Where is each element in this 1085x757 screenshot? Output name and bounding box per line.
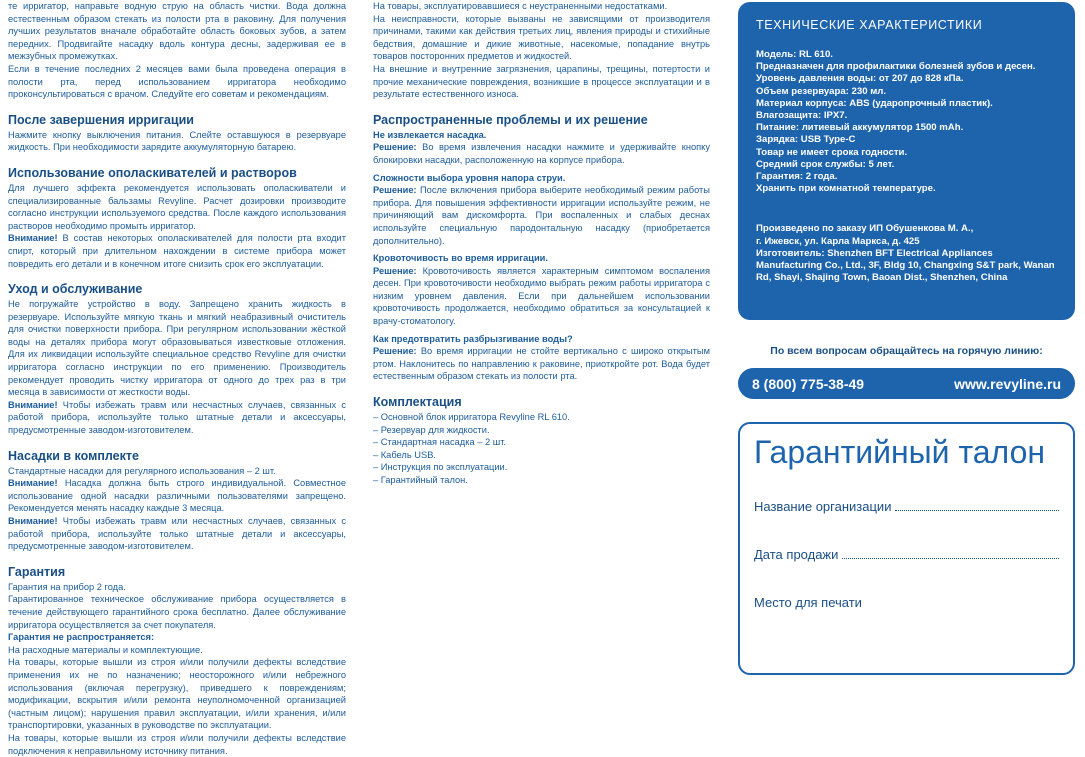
guarantee-continued: [373, 0, 710, 101]
maker-line: Произведено по заказу ИП Обушенкова М. А.,: [756, 223, 974, 235]
care-text: Не погружайте устройство в воду. Запрещено хранить жидкость в резервуаре. Используйте мягкую ткань и мягкий неабразивный очиститель для очистки поверхности прибора. При регулярном использовании жёсткой воды на деталях прибора могут образовываться известковые отложения. Для их ликвидации используйте специальное средство Revyline для очистки ирригатора согласно инструкции по его применению. Производитель рекомендует проводить чистку ирригатора от одного до трех раз в три месяца в зависимости от жесткости воды.: [8, 299, 346, 398]
problem-solution: Решение: Во время извлечения насадки нажмите и удерживайте кнопку блокировки насадки, расположенную на корпусе прибора.: [373, 142, 710, 165]
after-irrigation-text: Нажмите кнопку выключения питания. Слейте оставшуюся в резервуаре жидкость. При необходимости зарядите аккумуляторную батарею.: [8, 129, 346, 153]
maker-line: г. Ижевск, ул. Карла Маркса, д. 425: [756, 235, 920, 247]
sale-date-field: [754, 542, 1059, 562]
warranty-title: Гарантийный талон: [754, 434, 1046, 470]
spec-line: Гарантия: 2 года.: [756, 171, 838, 183]
stamp-field: [754, 590, 1059, 610]
rinse-title: Использование ополаскивателей и растворов: [8, 165, 297, 180]
intro-text-2: Если в течение последних 2 месяцев вами была проведена операция в полости рта, перед использованием ирригатора необходимо проконсультироваться с врачом. Следуйте его советам и рекомендациям.: [8, 63, 346, 100]
spec-line: Предназначен для профилактики болезней зубов и десен.: [756, 61, 1036, 73]
warning-label: Внимание!: [8, 478, 58, 489]
rinse-section: [8, 166, 346, 270]
warning-text: Чтобы избежать травм или несчастных случаев, связанных с работой прибора, используйте только штатные детали и аксессуары, предусмотренные заводом-изготовителем.: [8, 516, 346, 552]
spec-line: Влагозащита: IPX7.: [756, 110, 848, 122]
guarantee-title: Гарантия: [8, 564, 66, 579]
spec-line: Материал корпуса: ABS (ударопрочный пластик).: [756, 97, 993, 109]
spec-line: Зарядка: USB Type-C: [756, 134, 856, 146]
list-item: – Инструкция по эксплуатации.: [373, 462, 508, 473]
warning-label: Внимание!: [8, 516, 58, 526]
after-irrigation-title: После завершения ирригации: [8, 112, 194, 127]
specs-list: [756, 49, 1057, 195]
specs-title: ТЕХНИЧЕСКИЕ ХАРАКТЕРИСТИКИ: [756, 18, 983, 32]
rinse-text: Для лучшего эффекта рекомендуется использовать ополаскиватели и специализированные бальзамы Revyline. Расчет дозировки производите согласно инструкции используемого средства. После каждого использования растворов необходимо промыть ирригатор.: [8, 182, 346, 231]
package-list: [373, 411, 710, 487]
specs-panel: [738, 2, 1075, 320]
nozzles-warning-2: [8, 515, 346, 553]
dotted-line: [842, 557, 1059, 559]
problem-solution: Решение: Во время ирригации не стойте вертикально с широко открытым ртом. Наклонитесь по направлению к раковине, приоткройте рот. Вода будет естественным образом стекать из полости рта.: [373, 346, 710, 382]
guarantee-exclusion-5: На неисправности, которые вызваны не зависящими от производителя причинами, такими как действия третьих лиц, явления природы и стихийные бедствия, домашние и дикие животные, насекомые, попадание внутрь товаров посторонних предметов и жидкостей.: [373, 13, 710, 62]
problem-question: Как предотвратить разбрызгивание воды?: [373, 333, 573, 344]
warning-text: В состав некоторых ополаскивателей для полости рта входит спирт, который при длительном нахождении в системе прибора может повредить его детали и в конечном итоге снизить срок его эксплуатации.: [8, 233, 346, 269]
spec-line: Товар не имеет срока годности.: [756, 146, 908, 158]
org-name-field: [754, 494, 1059, 514]
guarantee-text-2: Гарантированное техническое обслуживание прибора осуществляется в течение действующего гарантийного срока бесплатно. Далее обслуживание ирригатора осуществляется за счет покупателя.: [8, 594, 346, 630]
guarantee-exclusion-4: На товары, эксплуатировавшиеся с неустраненными недостатками.: [373, 1, 668, 11]
spec-line: Средний срок службы: 5 лет.: [756, 158, 895, 170]
warranty-card: [738, 422, 1075, 675]
guarantee-text-1: Гарантия на прибор 2 года.: [8, 581, 126, 592]
spec-line: Уровень давления воды: от 207 до 828 кПа.: [756, 73, 964, 85]
problem-solution: Решение: После включения прибора выберите необходимый режим работы прибора. Для повышения эффективности ирригации используйте режим, не причиняющий вам дискомфорта. При воспаленных и слабых деснах используйте специальную пародонтальную насадку (приобретается дополнительно).: [373, 185, 710, 246]
list-item: – Стандартная насадка – 2 шт.: [373, 437, 507, 448]
maker-line: Изготовитель: Shenzhen BFT Electrical Appliances Manufacturing Co., Ltd., 3F, Bldg 10, Changxing S&T park, Wanan Rd, Shayi, Shajing Town, Baoan Dist., Shenzhen, China: [756, 247, 1055, 284]
nozzles-section: [8, 449, 346, 553]
hotline-caption: По всем вопросам обращайтесь на горячую линию:: [770, 345, 1043, 357]
middle-column: [373, 0, 710, 487]
guarantee-exclusion-6: На внешние и внутренние загрязнения, царапины, трещины, потертости и прочие механические повреждения, возникшие в процессе эксплуатации и в результате естественного износа.: [373, 63, 710, 100]
guarantee-exclusion-3: На товары, которые вышли из строя и/или получили дефекты вследствие подключения к неправильному источнику питания.: [8, 732, 346, 756]
website-link[interactable]: www.revyline.ru: [954, 375, 1061, 392]
manufacturer-info: [756, 223, 1057, 284]
spec-line: Модель: RL 610.: [756, 49, 833, 60]
org-name-label: Название организации: [754, 499, 892, 514]
warning-text: Насадка должна быть строго индивидуальной. Совместное использование одной насадки различными пользователями запрещено. Рекомендуется менять насадку каждые 3 месяца.: [8, 478, 346, 514]
dotted-line: [895, 509, 1059, 511]
sale-date-label: Дата продажи: [754, 547, 839, 562]
problems-section: [373, 113, 710, 383]
problem-solution: Решение: Кровоточивость является характерным симптомом воспаления десен. При кровоточивости необходимо выбрать режим работы ирригатора с низким уровнем давления. Если при дальнейшем использовании кровоточивость продолжается, необходимо обратиться за консультацией к врачу-стоматологу.: [373, 265, 710, 327]
guarantee-section: [8, 565, 346, 757]
care-section: [8, 282, 346, 437]
package-title: Комплектация: [373, 395, 462, 410]
hotline-bar: [738, 368, 1075, 399]
spec-line: Хранить при комнатной температуре.: [756, 183, 936, 195]
problems-title: Распространенные проблемы и их решение: [373, 112, 648, 127]
guarantee-exclusion-1: На расходные материалы и комплектующие.: [8, 644, 203, 655]
guarantee-exclusions-label: Гарантия не распространяется:: [8, 632, 155, 643]
warning-text: Чтобы избежать травм или несчастных случаев, связанных с работой прибора, используйте только штатные детали и аксессуары, предусмотренные заводом-изготовителем.: [8, 399, 346, 436]
care-warning: [8, 399, 346, 437]
left-column: [8, 0, 346, 757]
after-irrigation-section: [8, 113, 346, 154]
rinse-warning: [8, 232, 346, 270]
nozzles-text: Стандартные насадки для регулярного использования – 2 шт.: [8, 465, 276, 476]
problem-question: Не извлекается насадка.: [373, 129, 487, 140]
package-section: [373, 395, 710, 487]
list-item: – Основной блок ирригатора Revyline RL 610.: [373, 412, 570, 423]
warning-label: Внимание!: [8, 233, 58, 244]
problem-question: Кровоточивость во время ирригации.: [373, 253, 548, 264]
stamp-label: Место для печати: [754, 595, 862, 610]
problem-question: Сложности выбора уровня напора струи.: [373, 172, 566, 183]
nozzles-warning: [8, 477, 346, 515]
spec-line: Питание: литиевый аккумулятор 1500 mAh.: [756, 122, 964, 134]
spec-line: Объем резервуара: 230 мл.: [756, 85, 887, 97]
intro-section: [8, 0, 346, 101]
list-item: – Кабель USB.: [373, 449, 436, 460]
list-item: – Резервуар для жидкости.: [373, 424, 490, 435]
hotline-phone[interactable]: 8 (800) 775-38-49: [752, 375, 865, 392]
warning-label: Внимание!: [8, 399, 58, 410]
nozzles-title: Насадки в комплекте: [8, 448, 139, 463]
list-item: – Гарантийный талон.: [373, 475, 468, 485]
intro-text: те ирригатор, направьте водную струю на область чистки. Вода должна естественным образом стекать из полости рта в раковину. Для получения лучших результатов вначале обработайте область боковых зубов, а затем передних. Продвигайте насадку вдоль контура десны, задерживая ее в межзубных промежутках.: [8, 1, 346, 62]
guarantee-exclusion-2: На товары, которые вышли из строя и/или получили дефекты вследствие применения их не по назначению; неосторожного и/или небрежного использования (включая перегрузку), приведшего к повреждениям; модификации, вскрытия и/или ремонта неуполномоченной организацией (частным лицом); нарушения правил эксплуатации, и/или хранения, и/или транспортировки, указанных в руководстве по эксплуатации.: [8, 657, 346, 731]
care-title: Уход и обслуживание: [8, 282, 143, 297]
